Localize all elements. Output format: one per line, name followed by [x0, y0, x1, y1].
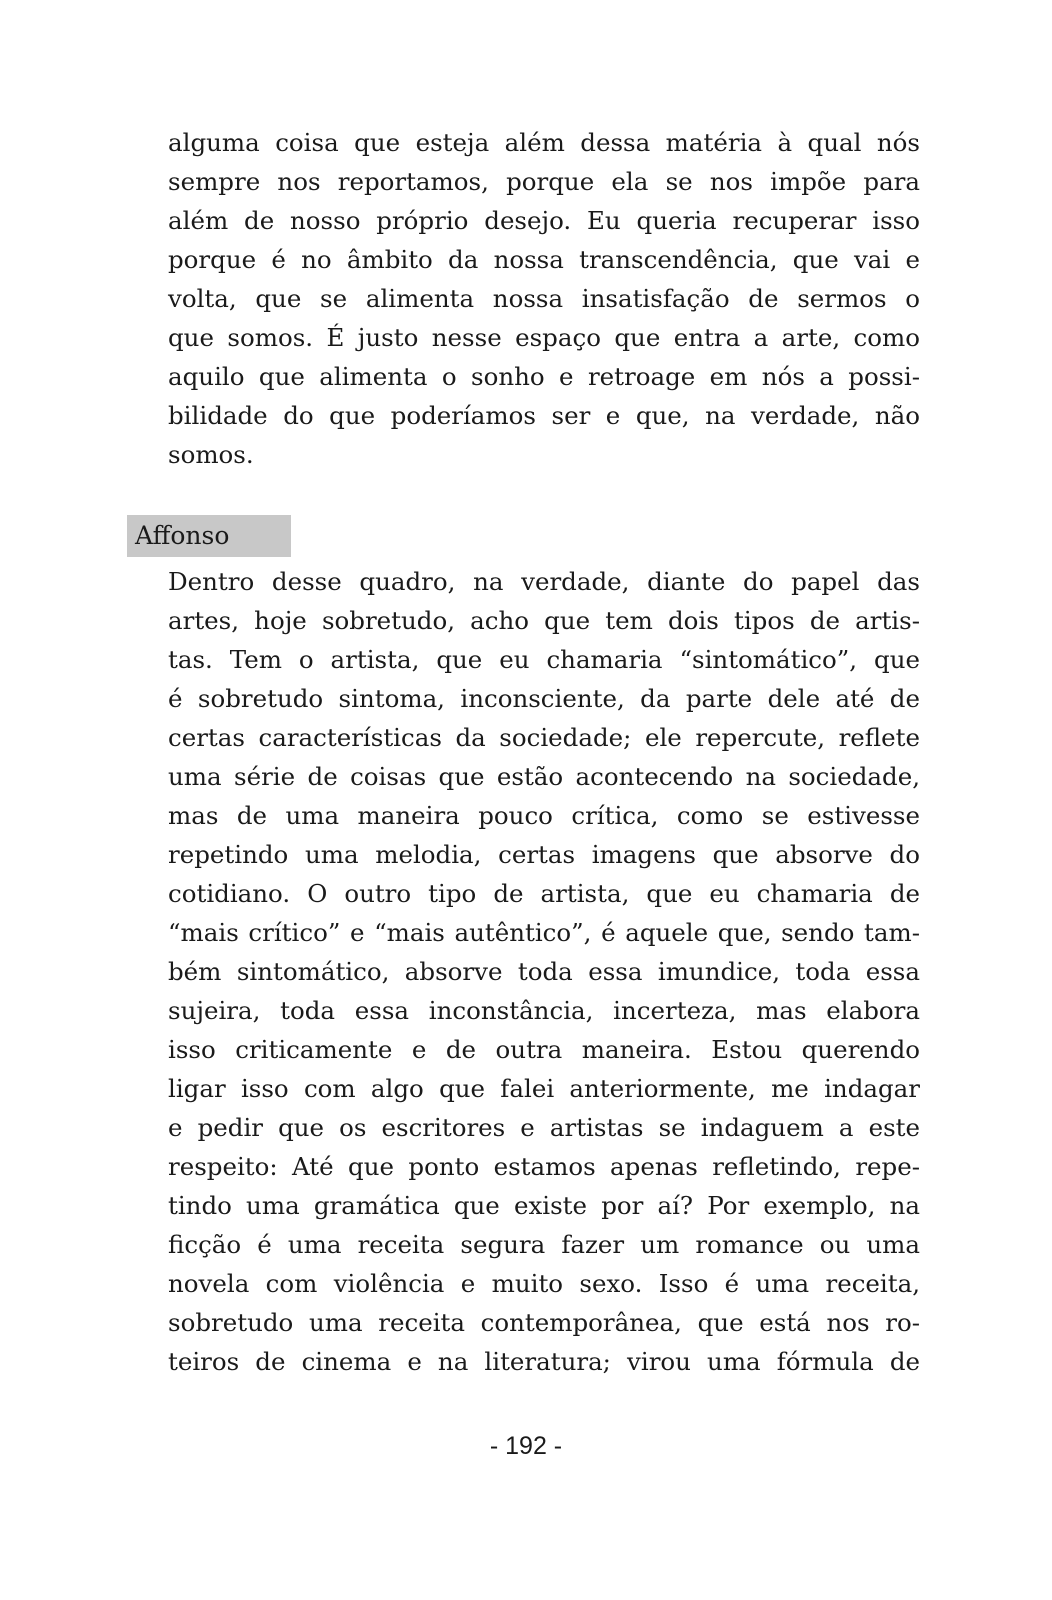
text-line: além de nosso próprio desejo. Eu queria recuperar isso — [168, 206, 920, 235]
text-line: ligar isso com algo que falei anteriormente, me indagar — [168, 1074, 920, 1103]
text-line: aquilo que alimenta o sonho e retroage em nós a possi- — [168, 362, 920, 391]
text-line: e pedir que os escritores e artistas se indaguem a este — [168, 1113, 920, 1142]
text-line: volta, que se alimenta nossa insatisfação de sermos o — [168, 284, 920, 313]
text-line: que somos. É justo nesse espaço que entra a arte, como — [168, 323, 920, 352]
text-line: artes, hoje sobretudo, acho que tem dois tipos de artis- — [168, 606, 920, 635]
text-line: mas de uma maneira pouco crítica, como se estivesse — [168, 801, 920, 830]
body-paragraph-2 — [168, 562, 920, 1381]
text-line: cotidiano. O outro tipo de artista, que eu chamaria de — [168, 879, 920, 908]
text-line: sobretudo uma receita contemporânea, que está nos ro- — [168, 1308, 920, 1337]
text-line: Dentro desse quadro, na verdade, diante do papel das — [168, 567, 920, 596]
text-line: ficção é uma receita segura fazer um romance ou uma — [168, 1230, 920, 1259]
text-line: teiros de cinema e na literatura; virou uma fórmula de — [168, 1347, 920, 1376]
text-line: respeito: Até que ponto estamos apenas refletindo, repe- — [168, 1152, 920, 1181]
text-line: é sobretudo sintoma, inconsciente, da parte dele até de — [168, 684, 920, 713]
page-number: - 192 - — [489, 1432, 563, 1460]
body-paragraph-1 — [168, 123, 920, 474]
text-line: bém sintomático, absorve toda essa imundice, toda essa — [168, 957, 920, 986]
text-line: isso criticamente e de outra maneira. Estou querendo — [168, 1035, 920, 1064]
text-line: alguma coisa que esteja além dessa matéria à qual nós — [168, 128, 920, 157]
text-line: porque é no âmbito da nossa transcendência, que vai e — [168, 245, 920, 274]
text-line: uma série de coisas que estão acontecendo na sociedade, — [168, 762, 920, 791]
text-line: sempre nos reportamos, porque ela se nos impõe para — [168, 167, 920, 196]
text-line: bilidade do que poderíamos ser e que, na verdade, não — [168, 401, 920, 430]
text-line: tindo uma gramática que existe por aí? Por exemplo, na — [168, 1191, 920, 1220]
text-line: certas características da sociedade; ele repercute, reflete — [168, 723, 920, 752]
speaker-label: Affonso — [127, 515, 291, 557]
text-line: novela com violência e muito sexo. Isso é uma receita, — [168, 1269, 920, 1298]
text-line: tas. Tem o artista, que eu chamaria “sintomático”, que — [168, 645, 920, 674]
text-line: somos. — [168, 440, 254, 469]
text-line: “mais crítico” e “mais autêntico”, é aquele que, sendo tam- — [168, 918, 920, 947]
text-line: repetindo uma melodia, certas imagens que absorve do — [168, 840, 920, 869]
text-line: sujeira, toda essa inconstância, incerteza, mas elabora — [168, 996, 920, 1025]
